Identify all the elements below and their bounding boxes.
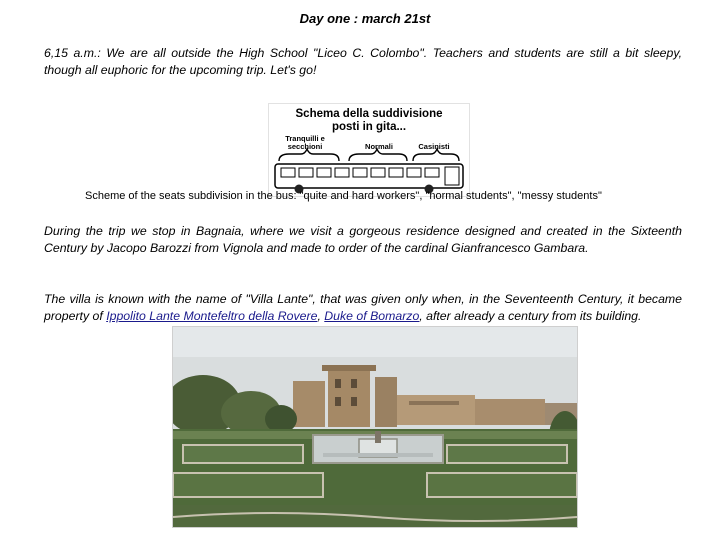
figure-caption: Scheme of the seats subdivision in the bus: "quite and hard workers", "normal students", "messy students" — [85, 190, 602, 202]
bus-seating-figure — [268, 103, 470, 197]
group1-label-line2: secchioni — [287, 142, 323, 151]
group3-label: Casinisti — [418, 142, 450, 151]
villa-lante-photo — [172, 326, 578, 528]
fountain-pool — [313, 431, 443, 463]
villa-garden-image — [173, 327, 577, 527]
figure-heading-line2: posti in gita... — [331, 121, 407, 133]
group2-label: Normali — [365, 142, 393, 151]
villa-text-separator: , — [317, 309, 325, 323]
intro-paragraph: 6,15 a.m.: We are all outside the High School "Liceo C. Colombo". Teachers and students are still a bit sleepy, though all euphoric for the upcoming trip. Let's go! — [44, 46, 682, 77]
bagnaia-paragraph: During the trip we stop in Bagnaia, where we visit a gorgeous residence designed and created in the Sixteenth Century by Jacopo Barozzi from Vignola and made to order of the cardinal Gianfrancesco Gambara. — [44, 224, 682, 255]
group1-label-line1: Tranquilli e — [285, 134, 325, 143]
ippolito-lante-link[interactable]: Ippolito Lante Montefeltro della Rovere — [106, 309, 318, 323]
villa-text-start: The villa is known with the name of "Villa Lante", that was given only when, in the Seventeenth Century, it became property of — [44, 292, 682, 323]
page-title: Day one : march 21st — [299, 11, 431, 26]
group2-brace — [349, 149, 407, 161]
bus-seating-drawing — [269, 104, 469, 196]
duke-of-bomarzo-link[interactable]: Duke of Bomarzo — [324, 309, 420, 323]
figure-heading-line1: Schema della suddivisione — [295, 108, 443, 120]
villa-text-end: , after already a century from its building. — [419, 309, 642, 323]
villa-lante-paragraph — [44, 291, 682, 325]
